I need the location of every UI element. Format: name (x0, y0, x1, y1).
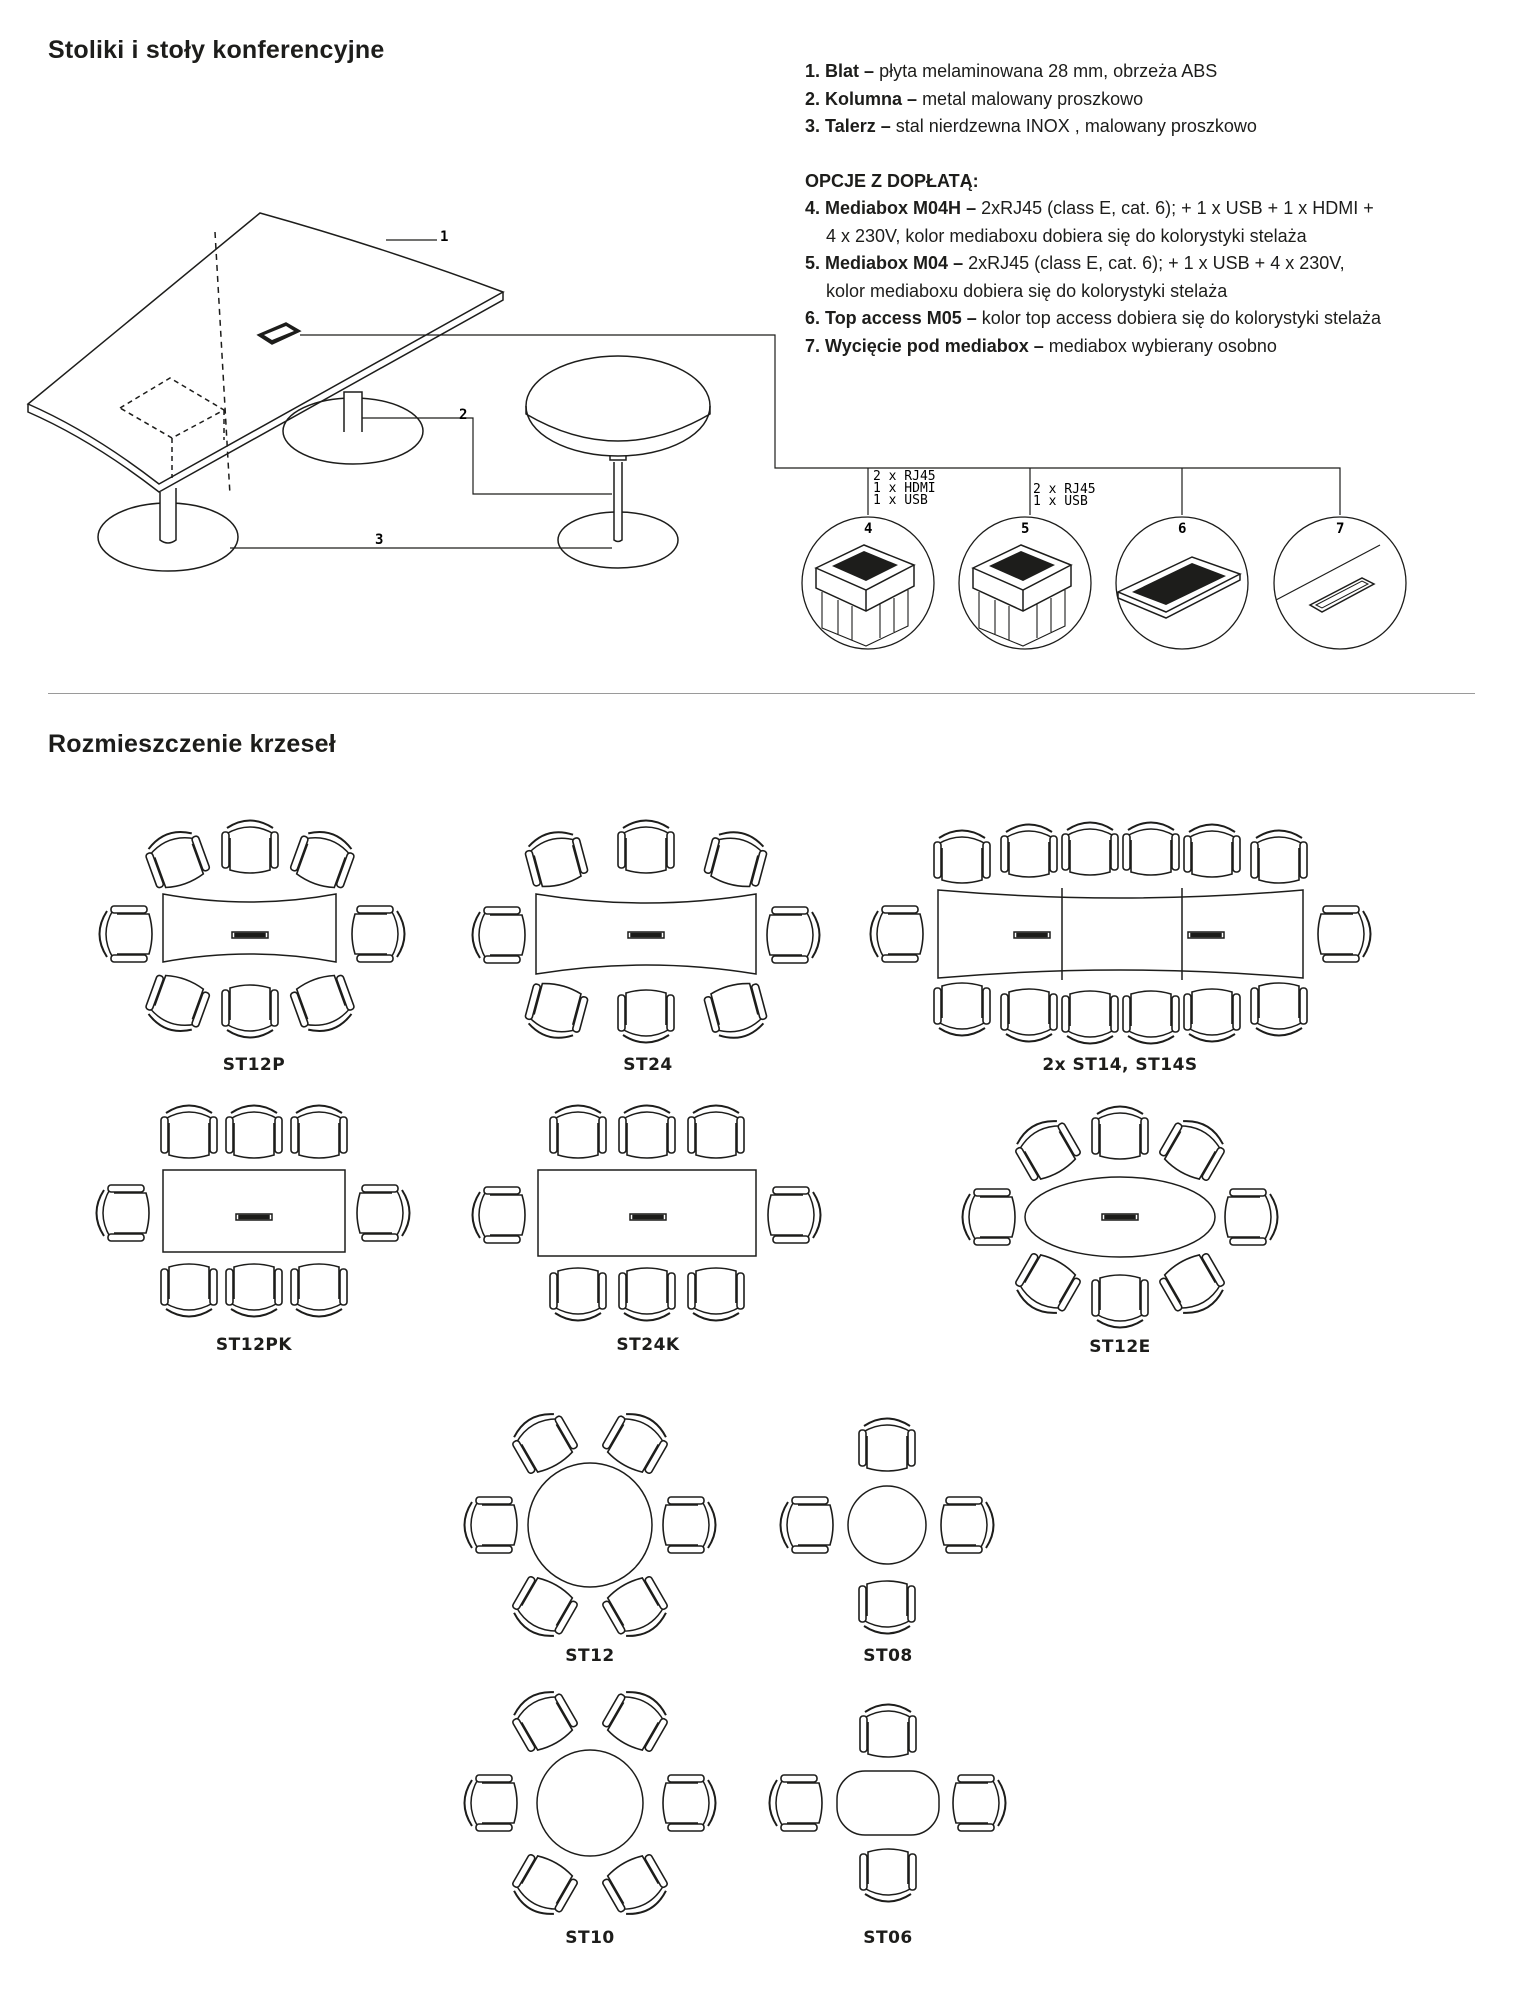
chair-icon (663, 1497, 716, 1553)
chair-icon (522, 826, 590, 891)
option-item-cont: kolor mediaboxu dobiera się do kolorystyki stelaża (826, 280, 1228, 301)
table-rect (538, 1170, 756, 1256)
layout-st12p (100, 821, 405, 1076)
callout-2: 2 (459, 407, 468, 423)
layout-label: ST10 (565, 1928, 615, 1948)
svg-text:4: 4 (864, 521, 873, 537)
table-round (848, 1486, 926, 1564)
chair-icon (97, 1185, 150, 1241)
chair-icon (226, 1106, 282, 1159)
chair-icon (963, 1189, 1016, 1245)
chair-icon (768, 1187, 821, 1243)
back-column (344, 392, 362, 432)
table-rect (163, 1170, 345, 1252)
chair-icon (1001, 825, 1057, 878)
chair-icon (1184, 989, 1240, 1042)
layout-st24 (473, 821, 820, 1076)
chair-icon (860, 1705, 916, 1758)
layout-st12 (465, 1405, 716, 1666)
chair-icon (465, 1775, 518, 1831)
layout-label: ST12P (222, 1055, 286, 1075)
chair-icon (702, 826, 770, 891)
svg-text:7: 7 (1336, 521, 1345, 537)
table-mediabox-icon (628, 932, 664, 938)
svg-text:5: 5 (1021, 521, 1030, 537)
table-mediabox-icon (1102, 1214, 1138, 1220)
page-title: Stoliki i stoły konferencyjne (48, 36, 385, 64)
layout-label: ST24 (623, 1055, 673, 1075)
option-item: 5. Mediabox M04 – 2xRJ45 (class E, cat. 6); + 1 x USB + 4 x 230V, (805, 253, 1345, 273)
option-item-cont: 4 x 230V, kolor mediaboxu dobiera się do kolorystyki stelaża (826, 225, 1307, 246)
table-rounded (837, 1771, 939, 1835)
svg-text:1 x HDMI: 1 x HDMI (873, 481, 936, 496)
chair-icon (1318, 906, 1371, 962)
round-column-lower (614, 462, 622, 542)
table-boat (938, 890, 1303, 978)
spec-item: 1. Blat – płyta melaminowana 28 mm, obrzeża ABS (805, 61, 1218, 81)
chair-icon (1156, 1112, 1231, 1185)
chair-icon (1062, 991, 1118, 1044)
table-boat (163, 894, 336, 962)
chair-icon (522, 979, 590, 1044)
chair-icon (1251, 983, 1307, 1036)
table-round (537, 1750, 643, 1856)
chair-icon (770, 1775, 823, 1831)
chair-icon (871, 906, 924, 962)
layout-st12pk (97, 1106, 410, 1356)
chair-icon (859, 1581, 915, 1634)
table-round (528, 1463, 652, 1587)
table-mediabox-icon (232, 932, 268, 938)
chair-icon (141, 825, 212, 893)
chair-icon (288, 970, 359, 1038)
chair-icon (618, 821, 674, 874)
mediabox-option-4 (802, 469, 936, 649)
layout-label: ST12E (1089, 1337, 1151, 1357)
layout-st14 (871, 823, 1371, 1076)
chair-icon (1123, 823, 1179, 876)
svg-text:1 x USB: 1 x USB (1033, 494, 1088, 509)
layout-label: ST08 (863, 1646, 913, 1666)
chair-icon (1062, 823, 1118, 876)
layout-st08 (781, 1419, 994, 1667)
chair-icon (222, 985, 278, 1038)
layout-label: ST06 (863, 1928, 913, 1948)
options-heading: OPCJE Z DOPŁATĄ: (805, 170, 979, 191)
chair-icon (941, 1497, 994, 1553)
chair-icon (1009, 1248, 1084, 1321)
layout-label: 2x ST14, ST14S (1042, 1055, 1198, 1075)
chair-icon (1251, 831, 1307, 884)
chair-icon (599, 1849, 674, 1922)
chair-icon (550, 1106, 606, 1159)
layout-st12e (963, 1107, 1278, 1358)
spec-item: 3. Talerz – stal nierdzewna INOX , malowany proszkowo (805, 116, 1257, 136)
chair-icon (288, 825, 359, 893)
callout-1: 1 (440, 229, 449, 245)
chair-icon (934, 983, 990, 1036)
option-item: 4. Mediabox M04H – 2xRJ45 (class E, cat. 6); + 1 x USB + 1 x HDMI + (805, 198, 1374, 218)
mediabox-option-7 (1274, 517, 1406, 649)
layout-st24k (473, 1106, 821, 1356)
option-item: 6. Top access M05 – kolor top access dobiera się do kolorystyki stelaża (805, 308, 1381, 328)
mediabox-option-6 (1116, 517, 1248, 649)
callout-3: 3 (375, 532, 384, 548)
chair-icon (1184, 825, 1240, 878)
layout-label: ST24K (616, 1335, 680, 1355)
layout-st06 (770, 1705, 1006, 1949)
spec-item: 2. Kolumna – metal malowany proszkowo (805, 88, 1144, 109)
chair-icon (859, 1419, 915, 1472)
chair-icon (618, 990, 674, 1043)
chair-icon (1123, 991, 1179, 1044)
chair-icon (1092, 1275, 1148, 1328)
chair-icon (1225, 1189, 1278, 1245)
layout-label: ST12 (565, 1646, 615, 1666)
chair-icon (473, 907, 526, 963)
svg-text:2 x RJ45: 2 x RJ45 (1033, 482, 1096, 497)
layout-st10 (465, 1683, 716, 1948)
svg-text:1 x USB: 1 x USB (873, 493, 928, 508)
chair-icon (663, 1775, 716, 1831)
chair-icon (934, 831, 990, 884)
svg-text:2 x RJ45: 2 x RJ45 (873, 469, 936, 484)
option-item: 7. Wycięcie pod mediabox – mediabox wybierany osobno (805, 335, 1277, 356)
svg-text:6: 6 (1178, 521, 1187, 537)
chair-icon (688, 1268, 744, 1321)
layout-label: ST12PK (215, 1335, 293, 1355)
chair-icon (357, 1185, 410, 1241)
chair-icon (550, 1268, 606, 1321)
front-column (160, 488, 176, 543)
table-top (28, 213, 503, 484)
chair-icon (506, 1683, 581, 1756)
chair-icon (1009, 1112, 1084, 1185)
chair-icon (1092, 1107, 1148, 1160)
chair-icon (473, 1187, 526, 1243)
chair-icon (953, 1775, 1006, 1831)
chair-icon (1156, 1248, 1231, 1321)
chair-icon (688, 1106, 744, 1159)
chair-icon (222, 821, 278, 874)
table-mediabox-icon (1188, 932, 1224, 938)
chair-icon (161, 1264, 217, 1317)
chair-icon (291, 1106, 347, 1159)
section-title: Rozmieszczenie krzeseł (48, 730, 336, 758)
chair-icon (226, 1264, 282, 1317)
chair-icon (781, 1497, 834, 1553)
chair-icon (141, 970, 212, 1038)
table-mediabox-icon (630, 1214, 666, 1220)
chair-icon (465, 1497, 518, 1553)
table-mediabox-icon (236, 1214, 272, 1220)
chair-icon (767, 907, 820, 963)
chair-icon (100, 906, 153, 962)
chair-icon (702, 979, 770, 1044)
chair-icon (352, 906, 405, 962)
chair-icon (860, 1849, 916, 1902)
chair-icon (291, 1264, 347, 1317)
chair-icon (619, 1106, 675, 1159)
chair-icon (599, 1683, 674, 1756)
chair-icon (161, 1106, 217, 1159)
table-isometric-drawing (28, 213, 710, 571)
mediabox-option-5 (959, 482, 1096, 649)
chair-icon (1001, 989, 1057, 1042)
chair-icon (619, 1268, 675, 1321)
chair-icon (506, 1849, 581, 1922)
table-mediabox-icon (1014, 932, 1050, 938)
